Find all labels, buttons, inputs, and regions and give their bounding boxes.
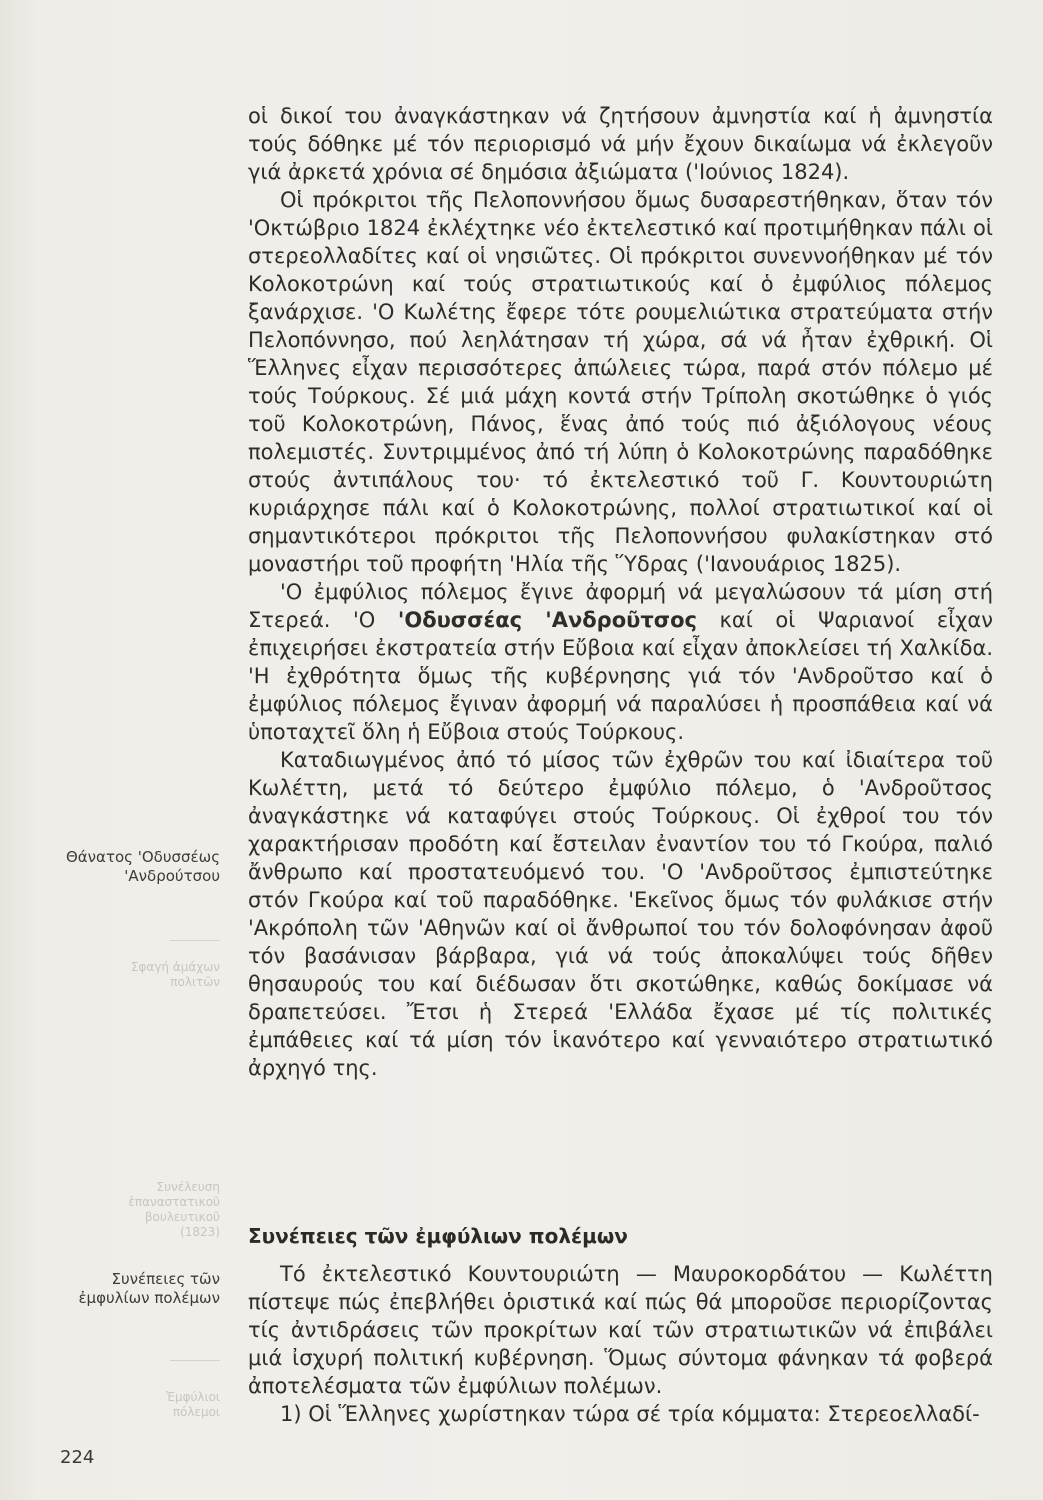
margin-note-consequences: Συνέπειες τῶν ἐμφυλίων πολέμων — [78, 1270, 220, 1307]
margin-divider — [170, 1360, 220, 1361]
margin-note-death-androutsos: Θάνατος 'Οδυσσέως 'Ανδρούτσου — [65, 848, 220, 885]
bleed-through-note: Συνέλευση ἐπαναστατικοῦ βουλευτικοῦ (1823) — [128, 1180, 220, 1239]
main-text — [248, 102, 993, 1082]
bleed-through-note: Ἐμφύλιοι πόλεμοι — [166, 1390, 220, 1419]
section-text — [248, 1260, 993, 1428]
section-heading: Συνέπειες τῶν ἐμφύλιων πολέμων — [248, 1224, 628, 1248]
paragraph-text: 'Ο ἐμφύλιος πόλεμος ἔγινε ἀφορμή νά μεγαλώσουν τά μίση στή Στερεά. 'Ο — [248, 580, 993, 632]
bleed-through-note: Σφαγή ἀμάχων πολιτῶν — [130, 960, 220, 989]
paragraph-with-name — [248, 578, 993, 746]
paragraph: Οἱ πρόκριτοι τῆς Πελοποννήσου ὅμως δυσαρεστήθηκαν, ὅταν τόν 'Οκτώβριο 1824 ἐκλέχτηκε νέο ἐκτελεστικό καί προτιμήθηκαν πάλι οἱ στερεολλαδίτες καί οἱ νησιῶτες. Οἱ πρόκριτοι συνεννοήθηκαν μέ τόν Κολοκοτρώνη καί τούς στρατιωτικούς καί ὁ ἐμφύλιος πόλεμος ξανάρχισε. 'Ο Κωλέτης ἔφερε τότε ρουμελιώτικα στρατεύματα στήν Πελοπόννησο, πού λεηλάτησαν τή χώρα, σά νά ἦταν ἐχθρική. Οἱ Ἕλληνες εἶχαν περισσότερες ἀπώλειες τώρα, παρά στόν πόλεμο μέ τούς Τούρκους. Σέ μιά μάχη κοντά στήν Τρίπολη σκοτώθηκε ὁ γιός τοῦ Κολοκοτρώνη, Πάνος, ἕνας ἀπό τούς πιό ἀξιόλογους νέους πολεμιστές. Συντριμμένος ἀπό τή λύπη ὁ Κολοκοτρώνης παραδόθηκε στούς ἀντιπάλους του· τό ἐκτελεστικό τοῦ Γ. Κουντουριώτη κυριάρχησε πάλι καί ὁ Κολοκοτρώνης, πολλοί στρατιωτικοί καί οἱ σημαντικότεροι πρόκριτοι τῆς Πελοποννήσου φυλακίστηκαν στό μοναστήρι τοῦ προφήτη 'Ηλία τῆς Ὕδρας ('Ιανουάριος 1825). — [248, 188, 993, 576]
paragraph: οἱ δικοί του ἀναγκάστηκαν νά ζητήσουν ἀμνηστία καί ἡ ἀμνηστία τούς δόθηκε μέ τόν περιορισμό νά μήν ἔχουν δικαίωμα νά ἐκλεγοῦν γιά ἀρκετά χρόνια σέ δημόσια ἀξιώματα ('Ιούνιος 1824). — [248, 104, 993, 184]
margin-divider — [170, 940, 220, 941]
bold-name: 'Οδυσσέας 'Ανδροῦτσος — [397, 608, 697, 632]
paragraph: Καταδιωγμένος ἀπό τό μίσος τῶν ἐχθρῶν του καί ἰδιαίτερα τοῦ Κωλέττη, μετά τό δεύτερο ἐμφύλιο πόλεμο, ὁ 'Ανδροῦτσος ἀναγκάστηκε νά καταφύγει στούς Τούρκους. Οἱ ἐχθροί του τόν χαρακτήρισαν προδότη καί ἔστειλαν ἐναντίον του τό Γκούρα, παλιό ἄνθρωπο καί προστατευόμενό του. 'Ο 'Ανδροῦτσος ἐμπιστεύτηκε στόν Γκούρα καί τοῦ παραδόθηκε. 'Εκεῖνος ὅμως τόν φυλάκισε στήν 'Ακρόπολη τῶν 'Αθηνῶν καί οἱ ἄνθρωποί του τόν δολοφόνησαν ἀφοῦ τόν βασάνισαν βάρβαρα, γιά νά τούς ἀποκαλύψει τούς δῆθεν θησαυρούς του καί διέδωσαν ὅτι σκοτώθηκε, καθώς δοκίμασε νά δραπετεύσει. Ἔτσι ἡ Στερεά 'Ελλάδα ἔχασε μέ τίς πολιτικές ἐμπάθειες καί τά μίση τόν ἱκανότερο καί γενναιότερο στρατιωτικό ἀρχηγό της. — [248, 748, 993, 1080]
page-number: 224 — [60, 1447, 95, 1468]
paragraph: Τό ἐκτελεστικό Κουντουριώτη — Μαυροκορδάτου — Κωλέττη πίστεψε πώς ἐπεβλήθει ὁριστικά καί πώς θά μποροῦσε περιορίζοντας τίς ἀντιδράσεις τῶν προκρίτων καί τῶν στρατιωτικῶν νά ἐπιβάλει μιά ἰσχυρή πολιτική κυβέρνηση. Ὅμως σύντομα φάνηκαν τά φοβερά ἀποτελέσματα τῶν ἐμφύλιων πολέμων. — [248, 1262, 993, 1398]
paragraph-text: καί οἱ Ψαριανοί εἶχαν ἐπιχειρήσει ἐκστρατεία στήν Εὔβοια καί εἶχαν ἀποκλείσει τή Χαλκίδα. 'Η ἐχθρότητα ὅμως τῆς κυβέρνησης γιά τόν 'Ανδροῦτσο καί ὁ ἐμφύλιος πόλεμος ἔγιναν ἀφορμή νά παραλύσει ἡ προσπάθεια καί νά ὑποταχτεῖ ὅλη ἡ Εὔβοια στούς Τούρκους. — [248, 608, 993, 744]
paragraph: 1) Οἱ Ἕλληνες χωρίστηκαν τώρα σέ τρία κόμματα: Στερεοελλαδί- — [280, 1402, 980, 1426]
